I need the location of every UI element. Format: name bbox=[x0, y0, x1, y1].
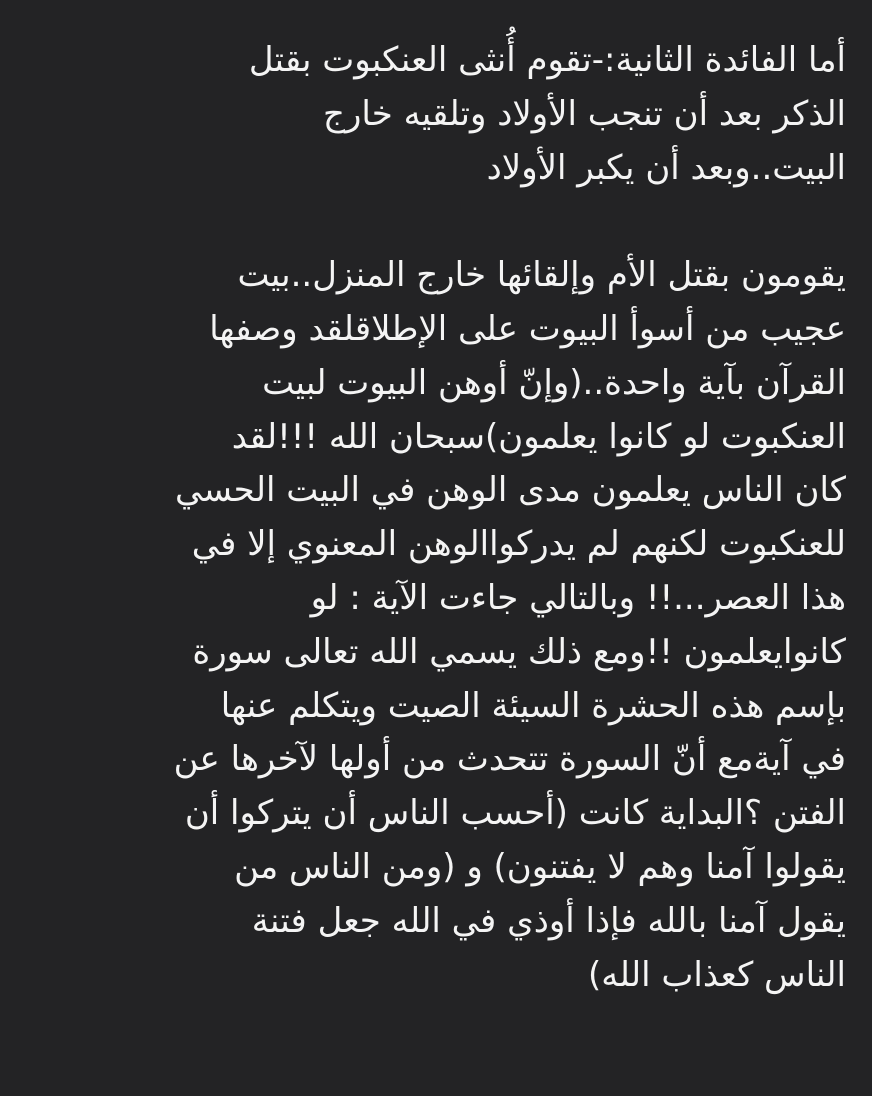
text-line: للعنكبوت لكنهم لم يدركواالوهن المعنوي إلا في bbox=[191, 524, 846, 565]
text-line: هذا العصر...!! وبالتالي جاءت الآية : لو bbox=[310, 577, 846, 618]
text-line: كان الناس يعلمون مدى الوهن في البيت الحسي bbox=[175, 470, 846, 511]
text-line: يقولوا آمنا وهم لا يفتنون) و (ومن الناس من bbox=[234, 846, 846, 887]
text-line: الفتن ؟البداية كانت (أحسب الناس أن يتركوا أن bbox=[184, 793, 846, 834]
text-line: الناس كعذاب الله) bbox=[588, 954, 846, 995]
paragraph-spacer bbox=[16, 195, 846, 249]
paragraph-2 bbox=[16, 249, 846, 1002]
text-line: يقول آمنا بالله فإذا أوذي في الله جعل فتنة bbox=[251, 900, 846, 941]
text-line: عجيب من أسوأ البيوت على الإطلاقلقد وصفها bbox=[209, 308, 846, 349]
text-line: في آيةمع أنّ السورة تتحدث من أولها لآخرها عن bbox=[173, 739, 846, 780]
text-line: كانوايعلمون !!ومع ذلك يسمي الله تعالى سورة bbox=[192, 631, 846, 672]
post-text bbox=[16, 34, 846, 1002]
text-line: القرآن بآية واحدة..(وإنّ أوهن البيوت لبيت bbox=[262, 362, 846, 403]
text-line: البيت..وبعد أن يكبر الأولاد bbox=[486, 147, 846, 188]
text-line: بإسم هذه الحشرة السيئة الصيت ويتكلم عنها bbox=[220, 685, 846, 726]
paragraph-1 bbox=[16, 34, 846, 195]
text-line: العنكبوت لو كانوا يعلمون)سبحان الله !!!لقد bbox=[231, 416, 846, 457]
text-line: يقومون بقتل الأم وإلقائها خارج المنزل..بيت bbox=[237, 255, 846, 296]
text-line: الذكر بعد أن تنجب الأولاد وتلقيه خارج bbox=[323, 93, 846, 134]
text-line: أما الفائدة الثانية:-تقوم أُنثى العنكبوت بقتل bbox=[248, 40, 846, 80]
